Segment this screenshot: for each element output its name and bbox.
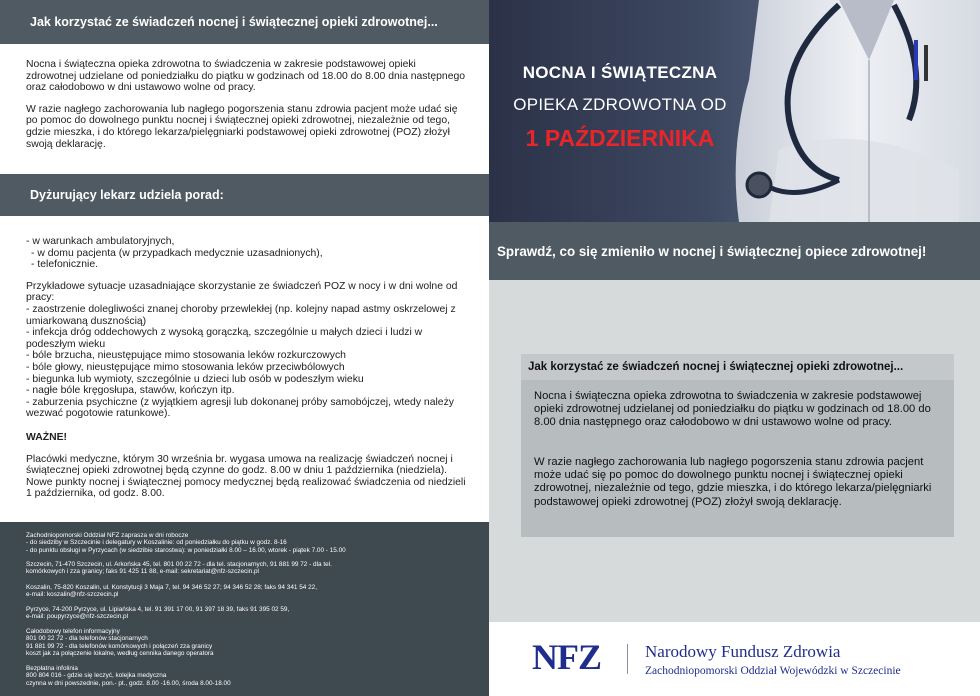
footer-line: Bezpłatna infolinia [26,665,78,672]
intro-paragraph-1: Nocna i świąteczna opieka zdrowotna to świadczenia w zakresie podstawowej opieki zdrowotnej udzielane od poniedziałku do piątku w godzinach od 18.00 do 8.00 dnia następnego oraz całodobowo w dni ustawowo wolne od pracy. [26,59,466,94]
header-text: Jak korzystać ze świadczeń nocnej i świątecznej opieki zdrowotnej... [30,15,438,29]
info-box [521,354,954,537]
info-phone-block [26,628,481,658]
hero-title-line-2: OPIEKA ZDROWOTNA OD [513,95,727,114]
advice-item: - telefonicznie. [31,259,98,271]
example-item: - bóle brzucha, nieustępujące mimo stosowania leków rozkurczowych [26,350,346,362]
example-item: - bóle głowy, nieustępujące mimo stosowania leków przeciwbólowych [26,361,345,373]
nfz-branch: Zachodniopomorski Oddział Wojewódzki w Szczecinie [645,665,901,677]
advice-content [26,236,466,500]
footer-line: e-mail: koszalin@nfz-szczecin.pl [26,591,119,599]
footer-line: 800 804 016 - gdzie się leczyć, kolejka medyczna [26,672,167,680]
section-header-how-to-use [0,0,489,44]
examples-intro: Przykładowe sytuacje uzasadniające skorzystanie ze świadczeń POZ w nocy i w dni wolne od pracy: [26,280,458,304]
info-box-paragraph-1: Nocna i świąteczna opieka zdrowotna to świadczenia w zakresie podstawowej opieki zdrowotnej udzielanej od poniedziałku do piątku w godzinach od 18.00 do 8.00 dnia następnego oraz całodobowo w dni ustawowo wolne od pracy. [534,390,931,429]
footer-line: Całodobowy telefon informacyjny [26,628,120,635]
strip-text: Sprawdź, co się zmieniło w nocnej i świątecznej opiece zdrowotnej! [497,243,927,259]
szczecin-block [26,561,481,576]
important-paragraph-2: Nowe punkty nocnej i świątecznej pomocy medycznej będą realizować świadczenia od niedzieli 1 października, od godz. 8.00. [26,476,466,500]
logo-divider [627,644,628,674]
section-header-doctor-advice [0,174,489,216]
nfz-logo-mark: NFZ [532,637,601,677]
footer-line: komórkowych i zza granicy; faks 91 425 11 88, e-mail: sekretariat@nfz-szczecin.pl [26,568,259,576]
contact-footer [0,522,489,696]
advice-item: - w domu pacjenta (w przypadkach medycznie uzasadnionych), [31,247,323,259]
hero-banner [489,0,980,222]
nfz-logo-area [489,622,980,696]
check-changes-strip [489,222,980,280]
important-paragraph-1: Placówki medyczne, którym 30 września br. wygasa umowa na realizację świadczeń nocnej i świątecznej opieki zdrowotnej będą czynne do godz. 8.00 w dniu 1 października (niedziela). [26,453,453,477]
footer-line: Koszalin, 75-820 Koszalin, ul. Konstytucji 3 Maja 7, tel. 94 346 52 27; 94 346 52 28; faks 94 341 54 22, [26,584,317,591]
footer-line: czynna w dni powszednie, pon.- pt., godz. 8.00 -16.00, środa 8.00-18.00 [26,679,231,687]
footer-line: - do punktu obsługi w Pyrzycach (w siedzibie starostwa): w poniedziałki 8.00 – 16.00, wtorek - piątek 7.00 - 15.00 [26,546,346,554]
footer-line: koszt jak za połączenie lokalne, według cennika danego operatora [26,650,214,658]
example-item: - biegunka lub wymioty, szczególnie u dzieci lub osób w podeszłym wieku [26,373,364,385]
intro-paragraph-2: W razie nagłego zachorowania lub nagłego pogorszenia stanu zdrowia pacjent może udać się po pomoc do dowolnego punktu nocnej i świątecznej opieki zdrowotnej, niezależnie od tego, gdzie mieszka, i do którego lekarza/pielęgniarki podstawowej opieki zdrowotnej (POZ) złożył swoją deklarację. [26,103,458,150]
example-item: - zaostrzenie dolegliwości znanej choroby przewlekłej (np. kolejny napad astmy oskrzelowej z umiarkowaną dusznością) [26,303,456,327]
footer-line: e-mail: poupyrzyce@nfz-szczecin.pl [26,613,129,621]
header-text: Dyżurujący lekarz udziela porad: [30,188,224,202]
footer-line: - do siedziby w Szczecinie i delegatury w Koszalinie: od poniedziałku do piątku w godz. 8-16 [26,539,287,547]
doctor-illustration [719,0,980,222]
hero-title-line-1: NOCNA I ŚWIĄTECZNA [522,63,718,82]
info-box-paragraph-2: W razie nagłego zachorowania lub nagłego pogorszenia stanu zdrowia pacjent może udać się po pomoc do dowolnego punktu nocnej i świątecznej opieki zdrowotnej, niezależnie od tego, gdzie mieszka, i do którego lekarza/pielęgniarki podstawowej opieki zdrowotnej (POZ) złożył swoją deklarację. [534,456,932,508]
free-hotline-block [26,665,481,687]
koszalin-block [26,584,481,599]
advice-item: - w warunkach ambulatoryjnych, [26,236,175,247]
footer-line: Pyrzyce, 74-200 Pyrzyce, ul. Lipiańska 4, tel. 91 391 17 00, 91 397 18 39, faks 91 395 02 59, [26,606,290,613]
example-item: - nagłe bóle kręgosłupa, stawów, kończyn itp. [26,385,235,397]
info-box-header: Jak korzystać ze świadczeń nocnej i świątecznej opieki zdrowotnej... [521,354,954,380]
hero-title-date: 1 PAŹDZIERNIKA [525,125,715,151]
example-item: - zaburzenia psychiczne (z wyjątkiem agresji lub dokonanej próby samobójczej, wtedy należy wezwać pogotowie ratunkowe). [26,396,454,420]
example-item: - infekcja dróg oddechowych z wysoką gorączką, szczególnie u małych dzieci i ludzi w podeszłym wieku [26,327,423,350]
pyrzyce-block [26,606,481,621]
nfz-name: Narodowy Fundusz Zdrowia [645,642,841,661]
important-label: WAŻNE! [26,431,67,443]
footer-line: 801 00 22 72 - dla telefonów stacjonarnych [26,635,148,643]
office-hours-block [26,532,481,554]
footer-line: Szczecin, 71-470 Szczecin, ul. Arkońska 45, tel. 801 00 22 72 - dla tel. stacjonarnych, 91 881 99 72 - dla tel. [26,561,332,568]
footer-line: 91 881 99 72 - dla telefonów komórkowych i połączeń zza granicy [26,642,213,650]
intro-text [26,59,466,150]
footer-line: Zachodniopomorski Oddział NFZ zaprasza w dni robocze [26,532,189,539]
